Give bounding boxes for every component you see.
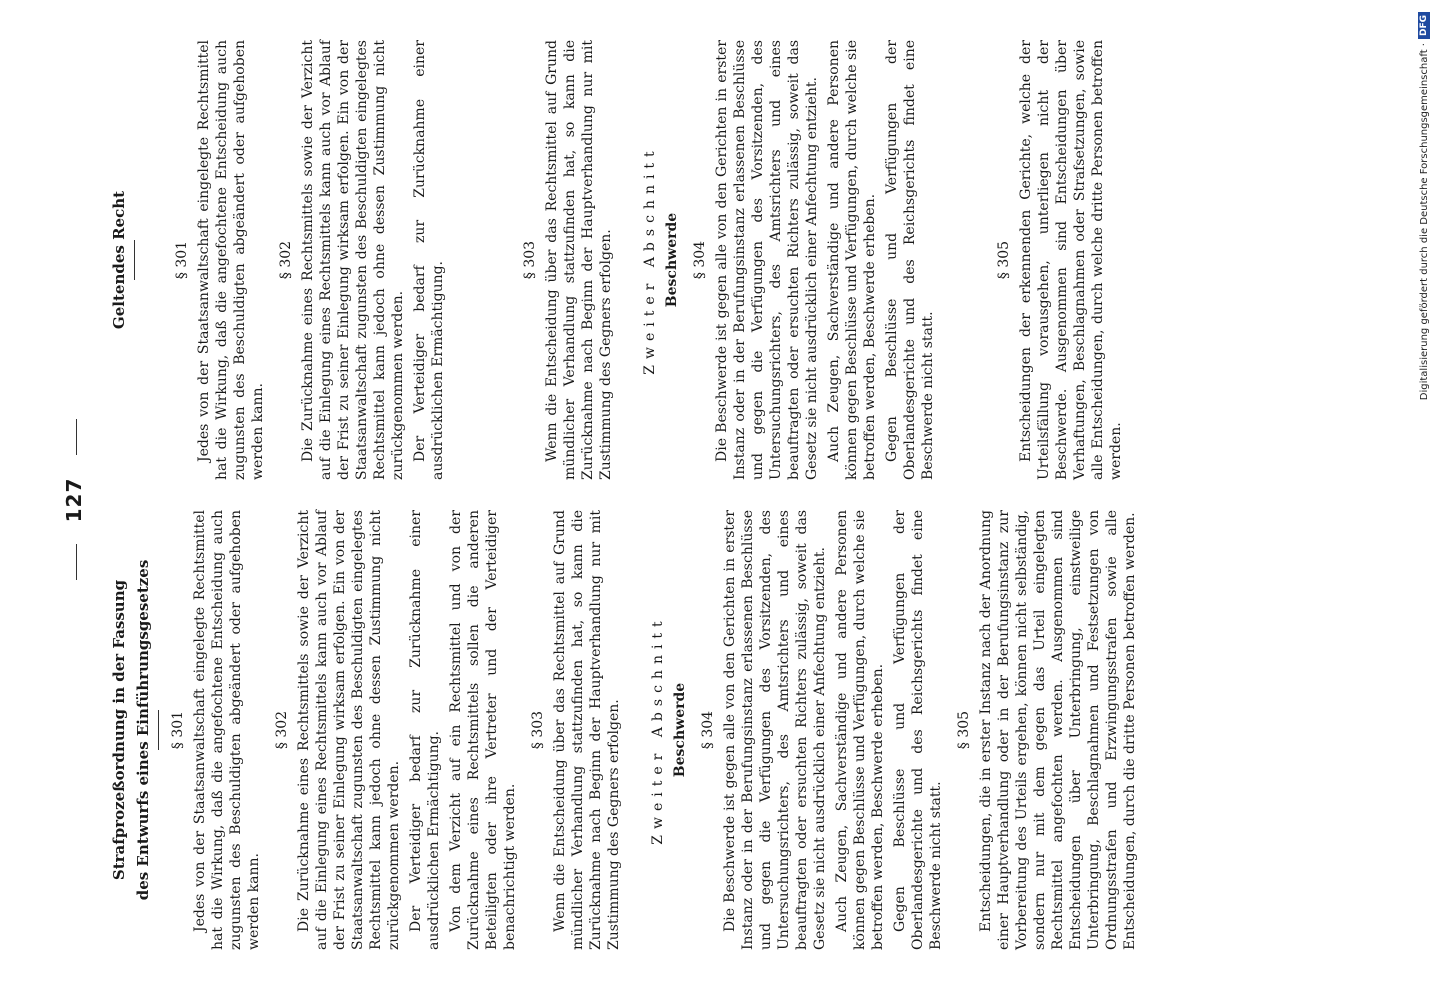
rotated-page xyxy=(40,20,1380,980)
right-s301-text: Jedes von der Staatsanwaltschaft eingelegte Rechtsmittel hat die Wirkung, daß die angefochtene Entscheidung auch zugunsten des Beschuldigten abgeändert oder aufgehoben werden kann. xyxy=(196,40,266,480)
right-section: Zweiter Abschnitt xyxy=(642,145,658,375)
right-s302-text2: Der Verteidiger bedarf zur Zurücknahme einer ausdrücklichen Ermächtigung. xyxy=(412,40,446,480)
left-s305-title: § 305 xyxy=(956,710,972,750)
left-s304-text2: Auch Zeugen, Sachverständige und andere Personen können gegen Beschlüsse und Verfügungen, durch welche sie betroffen werden, Beschwerde erheben. xyxy=(834,510,886,950)
left-s305-text: Entscheidungen, die in erster Instanz nach der Anordnung einer Hauptverhandlung oder in der Berufungsinstanz zur Vorbereitung des Urteils ergehen, können nicht selbständig, sondern nur mit dem gegen das Urteil eingelegten Rechtsmittel angefochten werden. Ausgenommen sind Entscheidungen über Unterbringung, einstweilige Unterbringung, Beschlagnahmen und Festsetzungen von Ordnungsstrafen und Erzwingungsstrafen sowie alle Entscheidungen, durch die dritte Personen betroffen werden. xyxy=(978,510,1138,950)
left-s303-title: § 303 xyxy=(530,710,546,750)
left-column xyxy=(110,510,1143,950)
left-s304-text3: Gegen Beschlüsse und Verfügungen der Oberlandesgerichte und des Reichsgerichts findet eine Beschwerde nicht statt. xyxy=(892,510,944,950)
right-s303-title: § 303 xyxy=(522,240,538,280)
right-s303-text: Wenn die Entscheidung über das Rechtsmittel auf Grund mündlicher Verhandlung stattzufinden hat, so kann die Zurücknahme nach Beginn der Hauptverhandlung nur mit Zustimmung des Gegners erfolgen. xyxy=(544,40,614,480)
right-s304-text1: Die Beschwerde ist gegen alle von den Gerichten in erster Instanz oder in der Berufungsinstanz erlassenen Beschlüsse und gegen die Verfügungen des Vorsitzenden, des Untersuchungsrichters, des Amtsrichters und eines beauftragten oder ersuchten Richters zulässig, soweit das Gesetz sie nicht ausdrücklich einer Anfechtung entzieht. xyxy=(714,40,820,480)
right-column xyxy=(110,40,1129,480)
left-section: Zweiter Abschnitt xyxy=(650,615,666,845)
footer-strip xyxy=(1400,12,1434,988)
left-s302-text3: Von dem Verzicht auf ein Rechtsmittel und von der Zurücknahme eines Rechtsmittels sollen die anderen Beteiligten oder ihre Vertreter und der Verteidiger benachrichtigt werden. xyxy=(448,510,518,950)
right-heading-rule xyxy=(134,240,135,280)
left-s302-title: § 302 xyxy=(274,710,290,750)
footer-inner xyxy=(1404,12,1434,988)
left-s302-text1: Die Zurücknahme eines Rechtsmittels sowie der Verzicht auf die Einlegung eines Rechtsmittels kann auch vor Ablauf der Frist zu seiner Einlegung wirksam erfolgen. Ein von der Staatsanwaltschaft zugunsten des Beschuldigten eingelegtes Rechtsmittel kann jedoch ohne dessen Zustimmung nicht zurückgenommen werden. xyxy=(296,510,402,950)
right-s302-title: § 302 xyxy=(278,240,294,280)
page-frame xyxy=(40,20,1380,980)
page-number-dash-right xyxy=(76,419,77,455)
left-s304-title: § 304 xyxy=(700,710,716,750)
right-s304-title: § 304 xyxy=(692,240,708,280)
left-heading-line1: Strafprozeßordnung in der Fassung xyxy=(110,579,128,881)
dfg-logo: DFG xyxy=(1418,12,1430,39)
left-s303-text: Wenn die Entscheidung über das Rechtsmittel auf Grund mündlicher Verhandlung stattzufinden hat, so kann die Zurücknahme nach Beginn der Hauptverhandlung nur mit Zustimmung des Gegners erfolgen. xyxy=(552,510,622,950)
right-s305-text: Entscheidungen der erkennenden Gerichte, welche der Urteilsfällung vorausgehen, unterliegen nicht der Beschwerde. Ausgenommen sind Entscheidungen über Verhaftungen, Beschlagnahmen oder Strafsetzungen, sowie alle Entscheidungen, durch welche dritte Personen betroffen werden. xyxy=(1018,40,1124,480)
right-s305-title: § 305 xyxy=(996,240,1012,280)
right-s304-text2: Auch Zeugen, Sachverständige und andere Personen können gegen Beschlüsse und Verfügungen, durch welche sie betroffen werden, Beschwerde erheben. xyxy=(826,40,878,480)
left-s301-title: § 301 xyxy=(170,710,186,750)
left-s304-text1: Die Beschwerde ist gegen alle von den Gerichten in erster Instanz oder in der Berufungsinstanz erlassenen Beschlüsse und gegen die Verfügungen des Vorsitzenden, des Untersuchungsrichters, des Amtsrichters und eines beauftragten oder ersuchten Richters zulässig, soweit das Gesetz sie nicht ausdrücklich einer Anfechtung entzieht. xyxy=(722,510,828,950)
left-s302-text2: Der Verteidiger bedarf zur Zurücknahme einer ausdrücklichen Ermächtigung. xyxy=(408,510,442,950)
left-heading-line2: des Entwurfs eines Einführungsgesetzes xyxy=(134,559,152,901)
left-section-title: Beschwerde xyxy=(672,682,688,778)
right-s302-text1: Die Zurücknahme eines Rechtsmittels sowie der Verzicht auf die Einlegung eines Rechtsmittels kann auch vor Ablauf der Frist zu seiner Einlegung wirksam erfolgen. Ein von der Staatsanwaltschaft zugunsten des Beschuldigten eingelegtes Rechtsmittel kann jedoch ohne dessen Zustimmung nicht zurückgenommen werden. xyxy=(300,40,406,480)
right-section-title: Beschwerde xyxy=(664,212,680,308)
left-s301-text: Jedes von der Staatsanwaltschaft eingelegte Rechtsmittel hat die Wirkung, daß die angefochtene Entscheidung auch zugunsten des Beschuldigten abgeändert oder aufgehoben werden kann. xyxy=(192,510,262,950)
right-s301-title: § 301 xyxy=(174,240,190,280)
right-s304-text3: Gegen Beschlüsse und Verfügungen der Oberlandesgerichte und des Reichsgerichts findet eine Beschwerde nicht statt. xyxy=(884,40,936,480)
left-heading-rule xyxy=(158,710,159,750)
right-heading: Geltendes Recht xyxy=(110,190,128,330)
footer-credit: Digitalisierung gefördert durch die Deutsche Forschungsgemeinschaft · xyxy=(1418,43,1430,401)
page-number: 127 xyxy=(62,477,86,523)
